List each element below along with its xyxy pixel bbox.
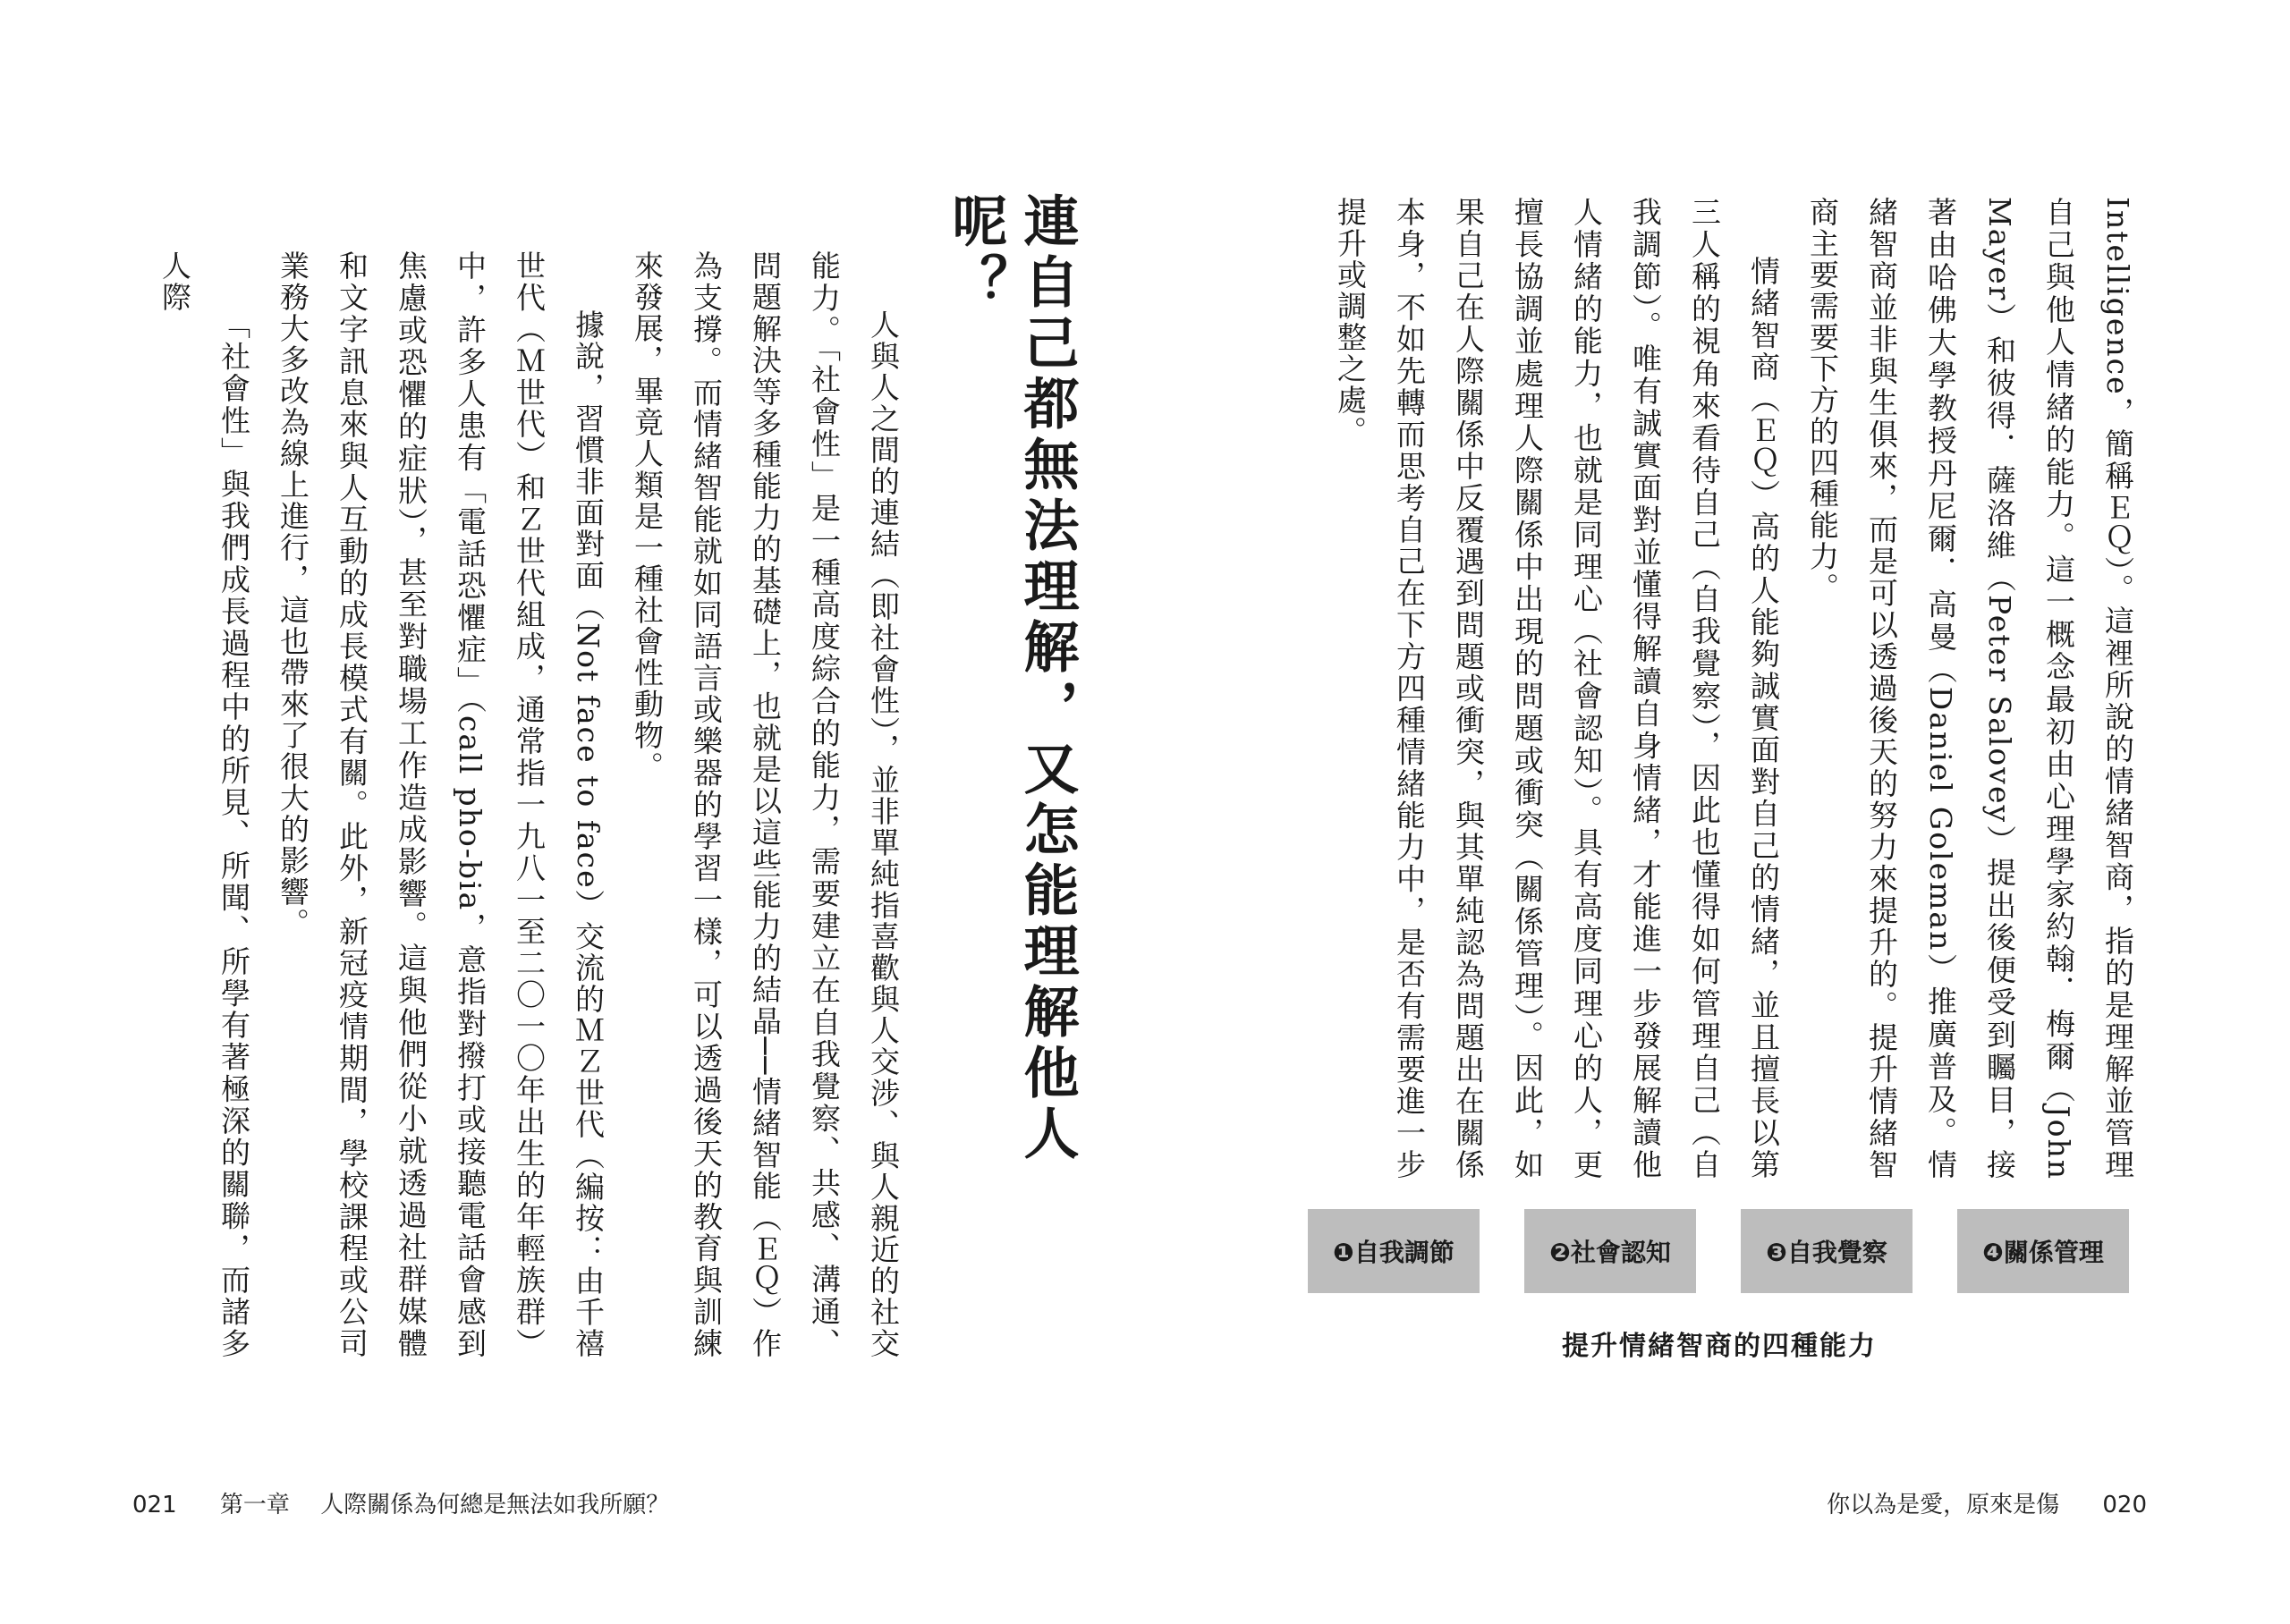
book-title: 你以為是愛，原來是傷 — [1827, 1492, 2060, 1518]
right-paragraph-2: 情緒智商（ＥＱ）高的人能夠誠實面對自己的情緒，並且擅長以第三人稱的視角來看待自己（自我覺察），因此也懂得如何管理自己（自我調節）。唯有誠實面對並懂得解讀自身情緒，才能進一步發展解讀他人情緒的能力，也就是同理心（社會認知）。具有高度同理心的人，更擅長協調並處理人際關係中出現的問題或衝突（關係管理）。因此，如果自己在人際關係中反覆遇到問題或衝突，與其單純認為問題出在關係本身，不如先轉而思考自己在下方四種情緒能力中，是否有需要進一步提升或調整之處。 — [1333, 197, 1781, 1180]
four-abilities-diagram — [1308, 1209, 2131, 1298]
left-paragraph-1: 人與人之間的連結（即社會性），並非單純指喜歡與人交涉、與人親近的社交能力。「社會性」是一種高度綜合的能力，需要建立在自我覺察、共感、溝通、問題解決等多種能力的基礎上，也就是以這些能力的結晶──情緒智能（ＥＱ）作為支撐。而情緒智能就如同語言或樂器的學習一樣，可以透過後天的教育與訓練來發展，畢竟人類是一種社會性動物。 — [630, 250, 901, 1359]
ability-relationship-management-box: ❹關係管理 — [1957, 1209, 2129, 1293]
right-paragraph-1: Intelligence，簡稱ＥＱ）。這裡所說的情緒智商，指的是理解並管理自己與他人情緒的能力。這一概念最初由心理學家約翰．梅爾（John Mayer）和彼得．薩洛維（Peter Salovey）提出後便受到矚目，接著由哈佛大學教授丹尼爾．高曼（Daniel Goleman）推廣普及。情緒智商並非與生俱來，而是可以透過後天的努力來提升的。提升情緒智商主要需要下方的四種能力。 — [1805, 197, 2135, 1180]
chapter-title: 人際關係為何總是無法如我所願？ — [320, 1492, 670, 1518]
section-heading: 連自己都無法理解，又怎能理解他人呢？ — [943, 192, 1080, 1165]
right-page-body — [1252, 197, 2147, 1180]
page-number-right: 020 — [2102, 1492, 2147, 1518]
chapter-label: 第一章 — [219, 1492, 290, 1518]
ability-self-awareness-box: ❸自我覺察 — [1741, 1209, 1913, 1293]
right-page-footer — [1827, 1486, 2147, 1519]
ability-social-awareness-box: ❷社會認知 — [1524, 1209, 1696, 1293]
page-number-left: 021 — [132, 1492, 177, 1518]
left-page-footer — [132, 1486, 669, 1519]
left-page-body — [157, 250, 912, 1359]
left-paragraph-2: 據說，習慣非面對面（Not face to face）交流的ＭＺ世代（編按：由千禧世代（Ｍ世代）和Ｚ世代組成，通常指一九八一至二〇一〇年出生的年輕族群）中，許多人患有「電話恐懼症」（call pho-bia，意指對撥打或接聽電話會感到焦慮或恐懼的症狀），甚至對職場工作造成影響。這與他們從小就透過社群媒體和文字訊息來與人互動的成長模式有關。此外，新冠疫情期間，學校課程或公司業務大多改為線上進行，這也帶來了很大的影響。 — [276, 250, 606, 1359]
diagram-caption: 提升情緒智商的四種能力 — [1562, 1331, 1877, 1362]
left-paragraph-3: 「社會性」與我們成長過程中的所見、所聞、所學有著極深的關聯，而諸多人際 — [157, 250, 251, 1359]
ability-self-regulation-box: ❶自我調節 — [1308, 1209, 1480, 1293]
